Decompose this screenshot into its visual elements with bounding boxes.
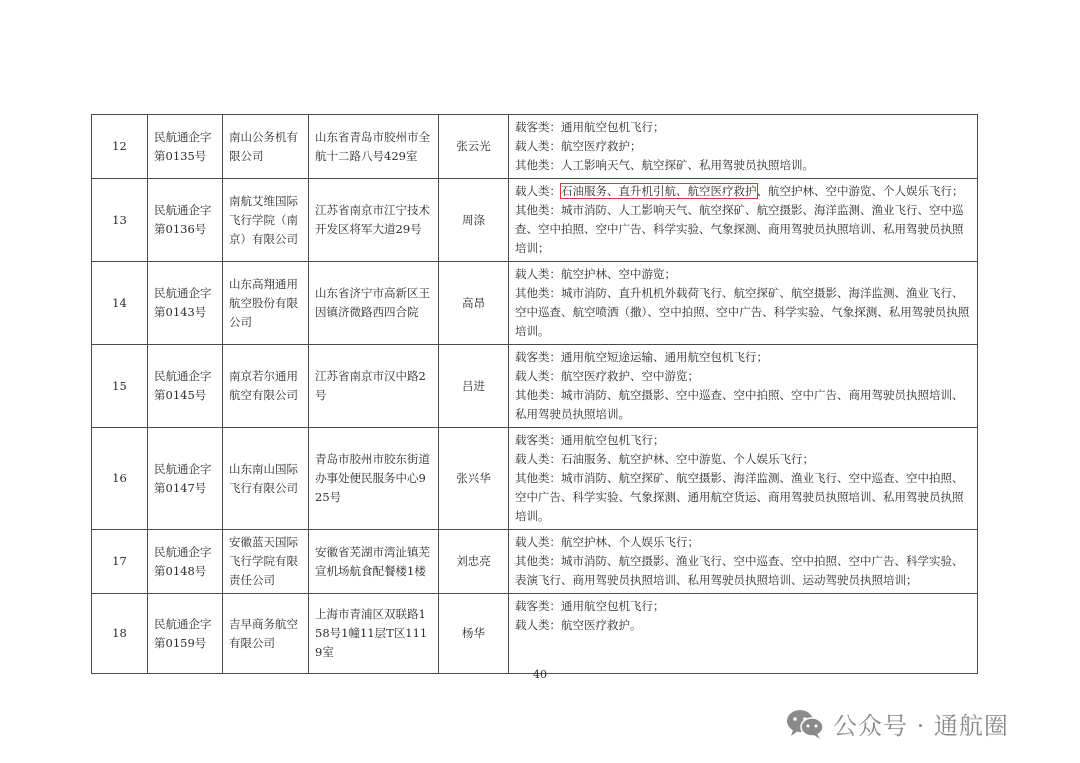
legal-representative: 张云光 — [439, 115, 509, 179]
license-number: 民航通企字第0135号 — [148, 115, 223, 179]
business-scope — [509, 530, 978, 594]
table-row — [92, 115, 978, 179]
company-address: 山东省济宁市高新区王因镇济微路西四合院 — [309, 262, 439, 345]
highlighted-scope: 石油服务、直升机引航、航空医疗救护 — [561, 184, 757, 198]
company-address: 江苏省南京市汉中路2号 — [309, 345, 439, 428]
business-scope — [509, 179, 978, 262]
business-scope — [509, 115, 978, 179]
table-row — [92, 530, 978, 594]
scope-line: 载客类：通用航空包机飞行； — [515, 599, 665, 613]
company-name: 南山公务机有限公司 — [223, 115, 309, 179]
company-address: 青岛市胶州市胶东街道办事处便民服务中心925号 — [309, 428, 439, 530]
scope-prefix: 载人类： — [515, 184, 561, 198]
license-number: 民航通企字第0143号 — [148, 262, 223, 345]
scope-line: 载客类：通用航空包机飞行； — [515, 120, 665, 134]
scope-suffix: 、航空护林、空中游览、个人娱乐飞行； — [756, 184, 964, 198]
legal-representative: 吕进 — [439, 345, 509, 428]
company-name: 南京若尔通用航空有限公司 — [223, 345, 309, 428]
aviation-license-table — [91, 114, 978, 674]
scope-line: 载人类：石油服务、航空护林、空中游览、个人娱乐飞行； — [515, 452, 814, 466]
company-name: 吉早商务航空有限公司 — [223, 594, 309, 674]
company-name: 山东高翔通用航空股份有限公司 — [223, 262, 309, 345]
company-address: 上海市青浦区双联路158号1幢11层T区1119室 — [309, 594, 439, 674]
row-number: 15 — [92, 345, 148, 428]
license-number: 民航通企字第0159号 — [148, 594, 223, 674]
row-number: 13 — [92, 179, 148, 262]
legal-representative: 周涤 — [439, 179, 509, 262]
license-number: 民航通企字第0136号 — [148, 179, 223, 262]
row-number: 14 — [92, 262, 148, 345]
company-address: 山东省青岛市胶州市全航十二路八号429室 — [309, 115, 439, 179]
page-number: 40 — [533, 668, 547, 681]
legal-representative: 刘忠亮 — [439, 530, 509, 594]
scope-line: 载客类：通用航空包机飞行； — [515, 433, 665, 447]
table-row — [92, 428, 978, 530]
scope-line: 其他类：城市消防、航空摄影、渔业飞行、空中巡查、空中拍照、空中广告、科学实验、表演飞行、商用驾驶员执照培训、私用驾驶员执照培训、运动驾驶员执照培训； — [515, 554, 964, 587]
legal-representative: 杨华 — [439, 594, 509, 674]
watermark — [785, 706, 1009, 741]
company-name: 南航艾维国际飞行学院（南京）有限公司 — [223, 179, 309, 262]
license-number: 民航通企字第0147号 — [148, 428, 223, 530]
scope-line: 其他类：城市消防、人工影响天气、航空探矿、航空摄影、海洋监测、渔业飞行、空中巡查、空中拍照、空中广告、科学实验、气象探测、商用驾驶员执照培训、私用驾驶员执照培训； — [515, 203, 964, 255]
business-scope — [509, 594, 978, 674]
scope-line: 其他类：城市消防、航空摄影、空中巡查、空中拍照、空中广告、商用驾驶员执照培训、私用驾驶员执照培训。 — [515, 388, 964, 421]
business-scope — [509, 345, 978, 428]
scope-line: 载人类：航空医疗救护。 — [515, 618, 642, 632]
table-row — [92, 345, 978, 428]
table-row — [92, 262, 978, 345]
scope-line: 其他类：城市消防、直升机机外载荷飞行、航空探矿、航空摄影、海洋监测、渔业飞行、空中巡查、航空喷洒（撒）、空中拍照、空中广告、科学实验、气象探测、私用驾驶员执照培训。 — [515, 286, 970, 338]
wechat-icon — [785, 708, 825, 740]
scope-line: 其他类：城市消防、航空探矿、航空摄影、海洋监测、渔业飞行、空中巡查、空中拍照、空中广告、科学实验、气象探测、通用航空货运、商用驾驶员执照培训、私用驾驶员执照培训。 — [515, 471, 964, 523]
scope-line: 载客类：通用航空短途运输、通用航空包机飞行； — [515, 350, 768, 364]
scope-line — [515, 182, 971, 201]
row-number: 17 — [92, 530, 148, 594]
legal-representative: 高昂 — [439, 262, 509, 345]
scope-line: 载人类：航空医疗救护、空中游览； — [515, 369, 699, 383]
row-number: 18 — [92, 594, 148, 674]
table-row — [92, 594, 978, 674]
company-name: 山东南山国际飞行有限公司 — [223, 428, 309, 530]
company-name: 安徽蓝天国际飞行学院有限责任公司 — [223, 530, 309, 594]
business-scope — [509, 262, 978, 345]
company-address: 安徽省芜湖市湾沚镇芜宣机场航食配餐楼1楼 — [309, 530, 439, 594]
scope-line: 其他类：人工影响天气、航空探矿、私用驾驶员执照培训。 — [515, 158, 814, 172]
scope-line: 载人类：航空护林、空中游览； — [515, 267, 676, 281]
watermark-text: 公众号 · 通航圈 — [833, 712, 1009, 740]
scope-line: 载人类：航空护林、个人娱乐飞行； — [515, 535, 699, 549]
license-number: 民航通企字第0148号 — [148, 530, 223, 594]
business-scope — [509, 428, 978, 530]
company-address: 江苏省南京市江宁技术开发区将军大道29号 — [309, 179, 439, 262]
license-number: 民航通企字第0145号 — [148, 345, 223, 428]
legal-representative: 张兴华 — [439, 428, 509, 530]
table-row — [92, 179, 978, 262]
row-number: 12 — [92, 115, 148, 179]
scope-line: 载人类：航空医疗救护； — [515, 139, 642, 153]
row-number: 16 — [92, 428, 148, 530]
